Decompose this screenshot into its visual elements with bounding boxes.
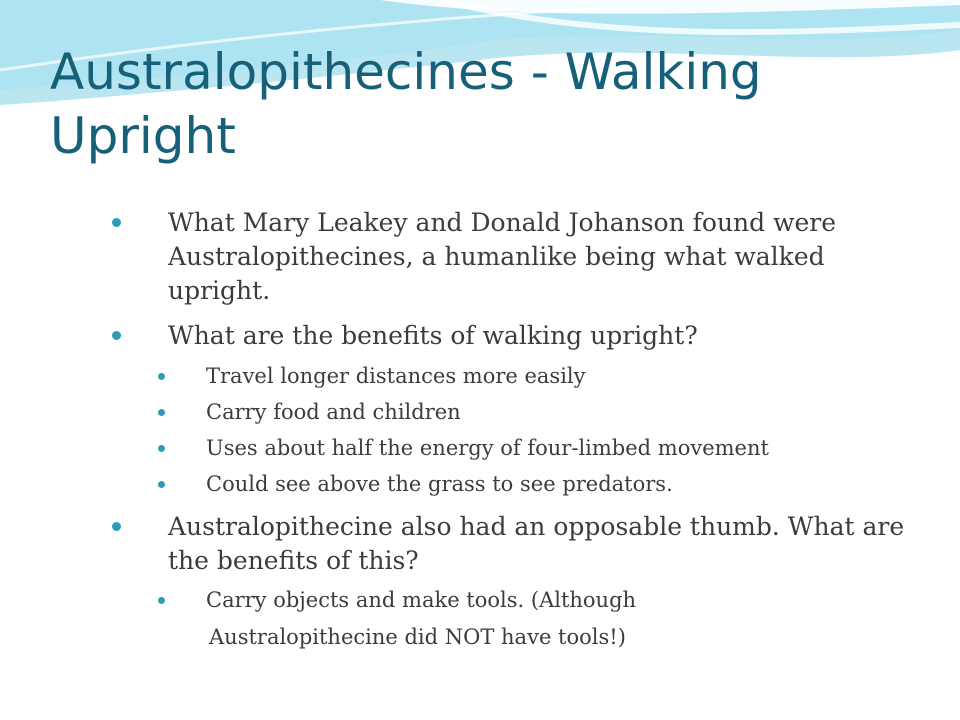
sub-bullet-icon: [158, 597, 165, 604]
bullet-icon: [112, 218, 121, 227]
bullet-icon: [112, 331, 121, 340]
sub-bullet-text: Uses about half the energy of four-limbed movement: [206, 436, 769, 460]
bullet-text: What are the benefits of walking upright?: [168, 321, 698, 350]
sub-bullet-text: Travel longer distances more easily: [206, 364, 586, 388]
sub-bullet-icon: [158, 481, 165, 488]
sub-bullet-icon: [158, 409, 165, 416]
bullet-text: Australopithecine also had an opposable thumb. What are the benefits of this?: [168, 512, 905, 575]
bullet-text: What Mary Leakey and Donald Johanson found were Australopithecines, a humanlike being what walked upright.: [168, 208, 837, 305]
sub-bullet-icon: [158, 373, 165, 380]
sub-bullet-text: Could see above the grass to see predators.: [206, 472, 673, 496]
continuation-text: Australopithecine did NOT have tools!): [209, 625, 626, 649]
slide-title: Australopithecines - Walking Upright: [50, 43, 762, 165]
sub-bullet-icon: [158, 445, 165, 452]
sub-bullet-text: Carry objects and make tools. (Although: [206, 588, 637, 612]
sub-bullet-text: Carry food and children: [206, 400, 461, 424]
bullet-icon: [112, 522, 121, 531]
